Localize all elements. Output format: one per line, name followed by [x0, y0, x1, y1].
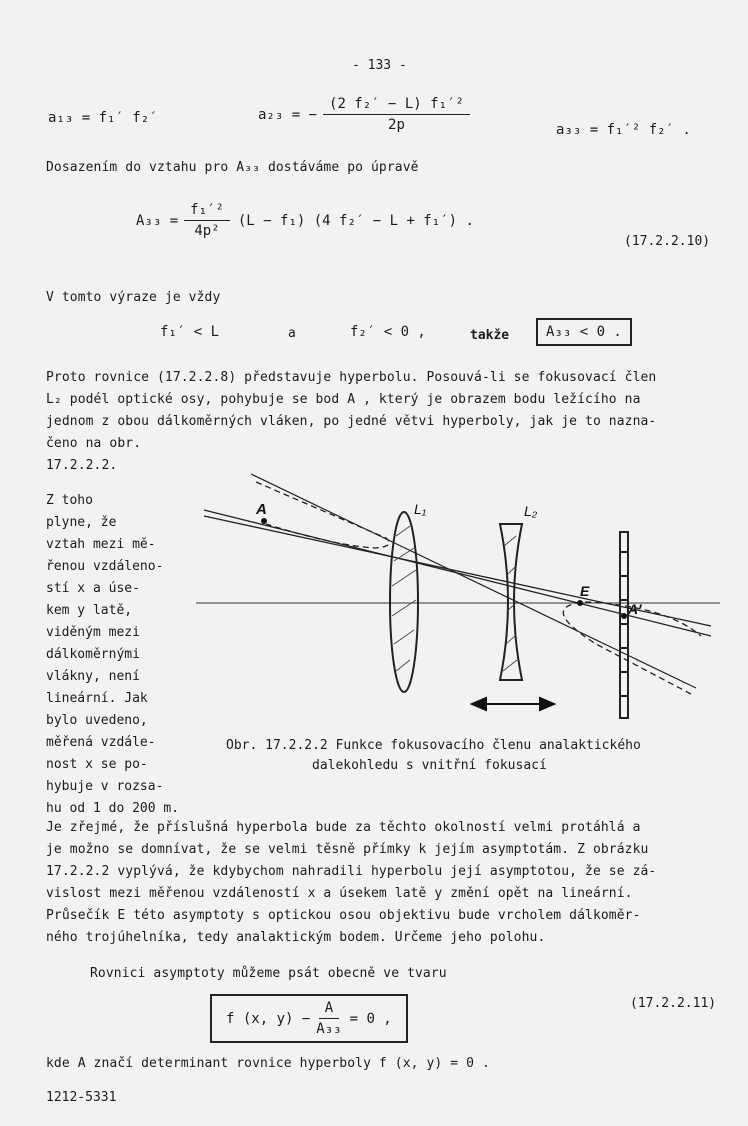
para2-line: je možno se domnívat, že se velmi těsně přímky k jejím asymptotám. Z obrázku — [46, 842, 649, 857]
para2-line: ného trojúhelníka, tedy analaktickým bodem. Určeme jeho polohu. — [46, 930, 546, 945]
label-E: E — [580, 583, 590, 599]
text-intro: Dosazením do vztahu pro A₃₃ dostáváme po úpravě — [46, 160, 419, 175]
eq-a33: a₃₃ = f₁′² f₂′ . — [556, 122, 691, 138]
ineq-boxed-result: A₃₃ < 0 . — [536, 318, 632, 346]
eq-A33-right: (L − f₁) (4 f₂′ − L + f₁′) . — [237, 212, 474, 229]
text-where: kde A značí determinant rovnice hyperboly f (x, y) = 0 . — [46, 1056, 490, 1071]
point-E-marker — [577, 600, 583, 606]
column-line: hybuje v rozsa- — [46, 779, 164, 794]
text-asymptote-intro: Rovnici asymptoty můžeme psát obecně ve tvaru — [90, 966, 447, 981]
column-line: viděným mezi — [46, 625, 140, 640]
eq-a23-denominator: 2p — [388, 117, 405, 133]
figure-caption-line1: Obr. 17.2.2.2 Funkce fokusovacího členu analaktického — [226, 738, 641, 753]
left-column-text — [46, 490, 196, 820]
eq-asym-left: f (x, y) − — [226, 1010, 311, 1027]
column-line: hu od 1 do 200 m. — [46, 801, 180, 816]
ray-line — [251, 474, 696, 688]
eq-a23 — [258, 96, 470, 133]
eq-A33-numerator: f₁′² — [184, 202, 230, 221]
eq-a13: a₁₃ = f₁′ f₂′ — [48, 110, 158, 126]
eq-A33-denominator: 4p² — [194, 223, 220, 239]
eq-A33 — [136, 202, 474, 239]
point-A-prime-marker — [621, 613, 627, 619]
eq-number-17-2-2-10: (17.2.2.10) — [624, 234, 711, 249]
ineq-and: a — [288, 326, 296, 341]
figure-caption-line2: dalekohledu s vnitřní fokusací — [312, 758, 547, 773]
column-line: stí x a úse- — [46, 581, 140, 596]
column-line: kem y latě, — [46, 603, 133, 618]
ineq-first: f₁′ < L — [160, 324, 220, 340]
eq-asym-denominator: A₃₃ — [316, 1021, 342, 1037]
ineq-second: f₂′ < 0 , — [350, 324, 426, 340]
para1-line: L₂ podél optické osy, pohybuje se bod A , který je obrazem bodu ležícího na — [46, 392, 641, 407]
para2-line: vislost mezi měřenou vzdáleností x a úsekem latě y změní opět na lineární. — [46, 886, 633, 901]
eq-asym-right: = 0 , — [349, 1010, 392, 1027]
label-L1: L₁ — [414, 501, 427, 517]
para2-line: Je zřejmé, že příslušná hyperbola bude za těchto okolností velmi protáhlá a — [46, 820, 641, 835]
label-L2: L₂ — [524, 503, 538, 519]
page-number: - 133 - — [352, 58, 407, 73]
eq-asymptote — [210, 994, 408, 1043]
eq-a23-numerator: (2 f₂′ − L) f₁′² — [323, 96, 470, 115]
para1-line: jednom z obou dálkoměrných vláken, po jedné větvi hyperboly, jak je to nazna- — [46, 414, 657, 429]
column-line: plyne, že — [46, 515, 117, 530]
para2-line: Průsečík E této asymptoty s optickou osou objektivu bude vrcholem dálkoměr- — [46, 908, 641, 923]
ineq-so: takže — [470, 328, 510, 343]
eq-A33-left: A₃₃ = — [136, 212, 179, 229]
eq-asym-numerator: A — [319, 1000, 339, 1019]
eq-asym-fraction — [316, 1000, 341, 1037]
hyperbola-branch-left — [256, 482, 389, 548]
eq-a23-left: a₂₃ = − — [258, 106, 318, 123]
para1-line: 17.2.2.2. — [46, 458, 118, 473]
label-A: A — [256, 501, 267, 518]
column-line: řenou vzdáleno- — [46, 559, 164, 574]
eq-A33-fraction — [184, 202, 230, 239]
lens-L2 — [500, 524, 522, 680]
eq-a23-fraction — [323, 96, 470, 133]
column-line: vlákny, není — [46, 669, 140, 684]
eq-number-17-2-2-11: (17.2.2.11) — [630, 996, 717, 1011]
text-always: V tomto výraze je vždy — [46, 290, 221, 305]
column-line: nost x se po- — [46, 757, 148, 772]
column-line: lineární. Jak — [46, 691, 148, 706]
staff-marks — [620, 552, 628, 696]
point-A-marker — [261, 518, 267, 524]
para2-line: 17.2.2.2 vyplývá, že kdybychom nahradili hyperbolu její asymptotou, že se zá- — [46, 864, 657, 879]
movement-arrow — [472, 698, 554, 710]
footer-code: 1212-5331 — [46, 1090, 117, 1105]
column-line: Z toho — [46, 493, 93, 508]
column-line: vztah mezi mě- — [46, 537, 156, 552]
para1-line: Proto rovnice (17.2.2.8) představuje hyperbolu. Posouvá-li se fokusovací člen — [46, 370, 657, 385]
para1-line: čeno na obr. — [46, 436, 142, 451]
label-A-prime: A′ — [628, 601, 642, 617]
figure-lens-diagram — [196, 466, 720, 726]
column-line: bylo uvedeno, — [46, 713, 148, 728]
column-line: měřená vzdále- — [46, 735, 156, 750]
column-line: dálkoměrnými — [46, 647, 140, 662]
